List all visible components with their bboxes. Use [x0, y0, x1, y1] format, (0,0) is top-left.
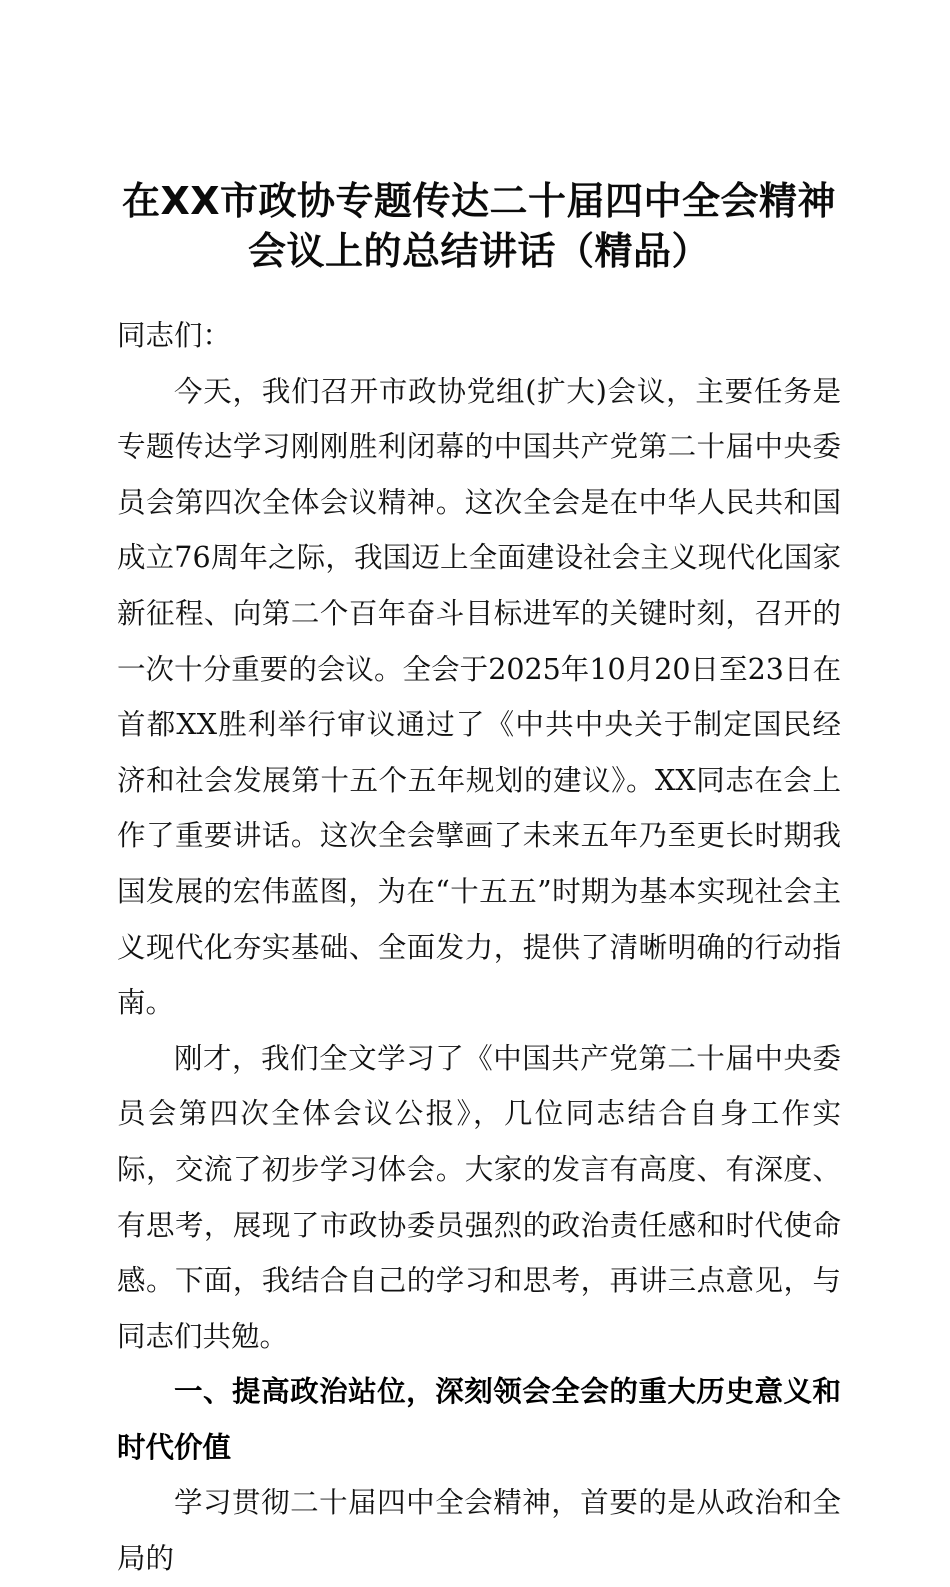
paragraph-2: 刚才，我们全文学习了《中国共产党第二十届中央委员会第四次全体会议公报》，几位同志结合自身工作实际，交流了初步学习体会。大家的发言有高度、有深度、有思考，展现了市政协委员强烈的政治责任感和时代使命感。下面，我结合自己的学习和思考，再讲三点意见，与同志们共勉。 — [117, 1041, 841, 1353]
paragraph-1: 今天，我们召开市政协党组(扩大)会议，主要任务是专题传达学习刚刚胜利闭幕的中国共产党第二十届中央委员会第四次全体会议精神。这次全会是在中华人民共和国成立76周年之际，我国迈上全面建设社会主义现代化国家新征程、向第二个百年奋斗目标进军的关键时刻，召开的一次十分重要的会议。全会于2025年10月20日至23日在首都XX胜利举行审议通过了《中共中央关于制定国民经济和社会发展第十五个五年规划的建议》。XX同志在会上作了重要讲话。这次全会擘画了未来五年乃至更长时期我国发展的宏伟蓝图，为在“十五五”时期为基本实现社会主义现代化夯实基础、全面发力，提供了清晰明确的行动指南。 — [117, 374, 841, 1020]
page-title: 在XX市政协专题传达二十届四中全会精神会议上的总结讲话（精品） — [121, 179, 837, 273]
document-body — [117, 308, 841, 1587]
document-content-column — [117, 0, 841, 1587]
section-heading-1: 一、提高政治站位，深刻领会全会的重大历史意义和时代价值 — [117, 1374, 841, 1464]
salutation-line: 同志们： — [117, 319, 232, 352]
paragraph-3: 学习贯彻二十届四中全会精神，首要的是从政治和全局的 — [117, 1486, 841, 1576]
